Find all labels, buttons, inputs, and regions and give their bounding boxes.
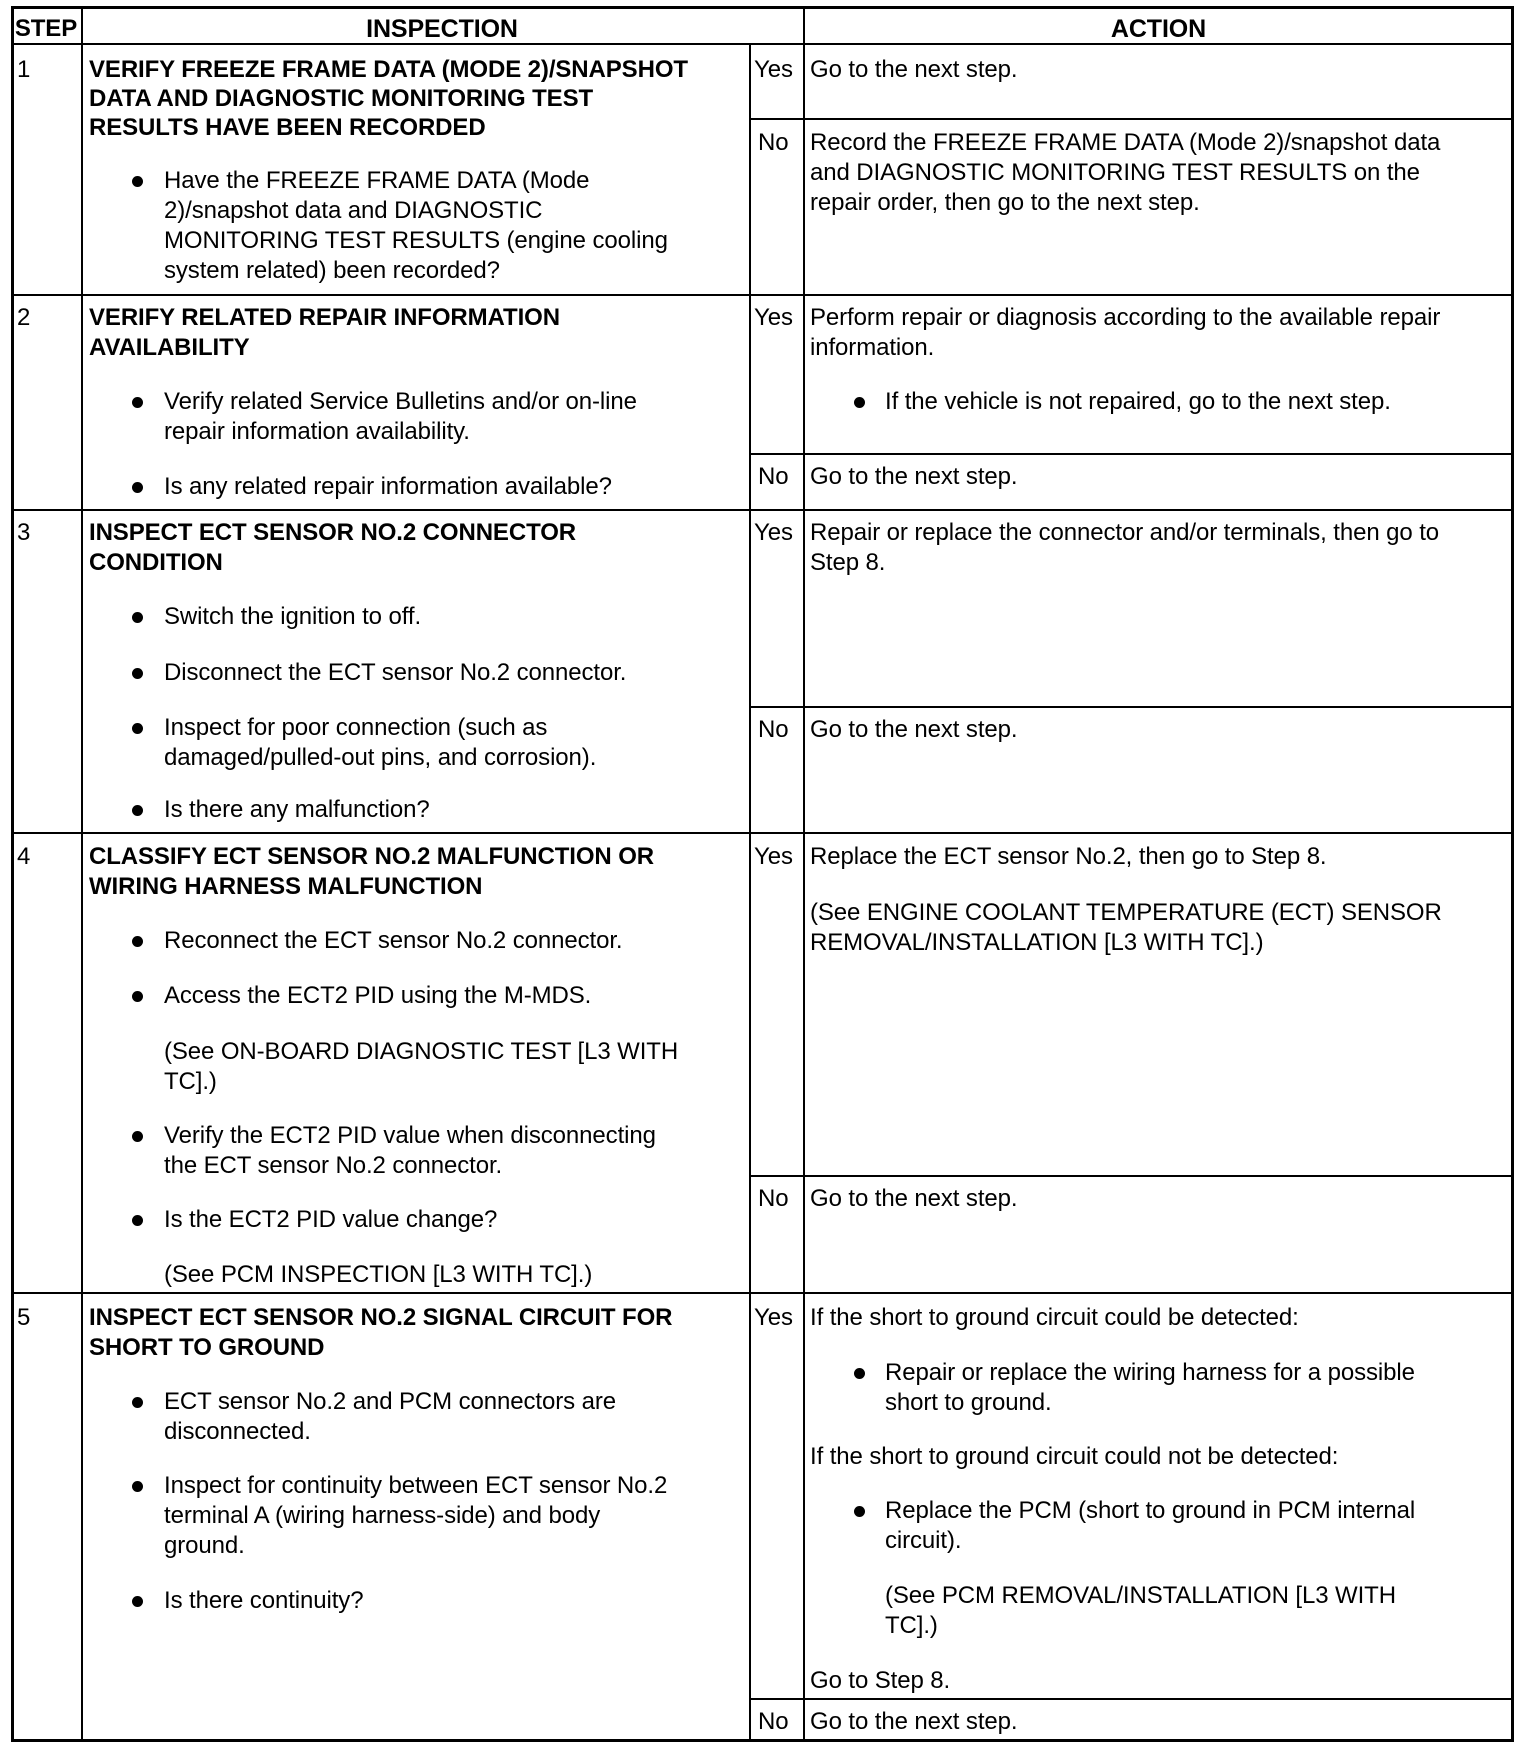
step-number: 1 (17, 56, 31, 83)
yesno-line-3 (749, 706, 1514, 708)
action-line: Go to Step 8. (810, 1667, 951, 1694)
bullet-icon (132, 805, 143, 816)
action-bullet-line: circuit). (885, 1527, 962, 1554)
see-reference-line: TC].) (885, 1612, 938, 1639)
inspection-item-line: Switch the ignition to off. (164, 603, 422, 630)
table-border-bottom (11, 1739, 1514, 1742)
inspection-item-line: Access the ECT2 PID using the M-MDS. (164, 982, 592, 1009)
no-label: No (758, 1708, 789, 1735)
action-line: Go to the next step. (810, 716, 1018, 743)
col-divider-yesno (749, 43, 751, 1742)
step-number: 4 (17, 843, 31, 870)
step-title-line: CONDITION (89, 549, 223, 576)
step-title-line: INSPECT ECT SENSOR NO.2 CONNECTOR (89, 519, 576, 546)
inspection-item-line: Disconnect the ECT sensor No.2 connector. (164, 659, 627, 686)
action-bullet-line: Repair or replace the wiring harness for a possible (885, 1359, 1415, 1386)
inspection-item-line: Verify related Service Bulletins and/or on-line (164, 388, 637, 415)
yesno-line-4 (749, 1175, 1514, 1177)
inspection-table (11, 6, 1514, 1742)
inspection-item-line: Reconnect the ECT sensor No.2 connector. (164, 927, 623, 954)
action-bullet-line: If the vehicle is not repaired, go to the next step. (885, 388, 1391, 415)
inspection-item-line: damaged/pulled-out pins, and corrosion). (164, 744, 597, 771)
row-line-2 (11, 509, 1514, 511)
action-line: Replace the ECT sensor No.2, then go to Step 8. (810, 843, 1327, 870)
see-reference-line: TC].) (164, 1068, 217, 1095)
inspection-item-line: Is the ECT2 PID value change? (164, 1206, 498, 1233)
header-inspection: INSPECTION (366, 15, 518, 43)
inspection-item-line: 2)/snapshot data and DIAGNOSTIC (164, 197, 543, 224)
see-reference-line: (See ENGINE COOLANT TEMPERATURE (ECT) SENSOR (810, 899, 1442, 926)
bullet-icon (854, 1368, 865, 1379)
header-action: ACTION (1110, 15, 1207, 43)
step-title-line: DATA AND DIAGNOSTIC MONITORING TEST (89, 85, 594, 112)
bullet-icon (132, 176, 143, 187)
action-line: Go to the next step. (810, 1185, 1018, 1212)
inspection-item-line: ECT sensor No.2 and PCM connectors are (164, 1388, 616, 1415)
no-label: No (758, 716, 789, 743)
bullet-icon (132, 668, 143, 679)
no-label: No (758, 463, 789, 490)
step-number: 2 (17, 304, 31, 331)
inspection-item-line: Have the FREEZE FRAME DATA (Mode (164, 167, 590, 194)
bullet-icon (132, 936, 143, 947)
yesno-line-5 (749, 1698, 1514, 1700)
yes-label: Yes (754, 519, 793, 546)
inspection-item-line: repair information availability. (164, 418, 470, 445)
yesno-line-1 (749, 118, 1514, 120)
inspection-item-line: Inspect for continuity between ECT sensor No.2 (164, 1472, 668, 1499)
action-line: Perform repair or diagnosis according to the available repair (810, 304, 1441, 331)
bullet-icon (132, 723, 143, 734)
action-line: If the short to ground circuit could not be detected: (810, 1443, 1339, 1470)
table-border-left (11, 6, 14, 1742)
action-bullet-line: short to ground. (885, 1389, 1052, 1416)
step-title-line: VERIFY FREEZE FRAME DATA (MODE 2)/SNAPSHOT (89, 56, 688, 83)
inspection-item-line: MONITORING TEST RESULTS (engine cooling (164, 227, 668, 254)
no-label: No (758, 129, 789, 156)
row-line-4 (11, 1292, 1514, 1294)
step-title-line: RESULTS HAVE BEEN RECORDED (89, 114, 486, 141)
inspection-item-line: Verify the ECT2 PID value when disconnecting (164, 1122, 656, 1149)
action-line: information. (810, 334, 935, 361)
bullet-icon (132, 1596, 143, 1607)
header-step: STEP (14, 15, 78, 42)
bullet-icon (132, 1215, 143, 1226)
inspection-item-line: terminal A (wiring harness-side) and body (164, 1502, 601, 1529)
step-number: 5 (17, 1304, 31, 1331)
see-reference-line: (See PCM REMOVAL/INSTALLATION [L3 WITH (885, 1582, 1396, 1609)
action-line: Go to the next step. (810, 463, 1018, 490)
step-title-line: AVAILABILITY (89, 334, 250, 361)
col-divider-action (803, 6, 805, 1742)
bullet-icon (854, 1506, 865, 1517)
col-divider-step (81, 6, 83, 1742)
inspection-item-line: disconnected. (164, 1418, 311, 1445)
inspection-item-line: system related) been recorded? (164, 257, 500, 284)
yes-label: Yes (754, 843, 793, 870)
bullet-icon (132, 482, 143, 493)
step-title-line: VERIFY RELATED REPAIR INFORMATION (89, 304, 560, 331)
bullet-icon (132, 1397, 143, 1408)
no-label: No (758, 1185, 789, 1212)
bullet-icon (132, 991, 143, 1002)
action-line: If the short to ground circuit could be detected: (810, 1304, 1299, 1331)
action-line: repair order, then go to the next step. (810, 189, 1200, 216)
action-line: Step 8. (810, 549, 886, 576)
row-line-1 (11, 294, 1514, 296)
bullet-icon (132, 1131, 143, 1142)
action-line: and DIAGNOSTIC MONITORING TEST RESULTS on the (810, 159, 1420, 186)
inspection-item-line: ground. (164, 1532, 245, 1559)
bullet-icon (854, 397, 865, 408)
bullet-icon (132, 1481, 143, 1492)
yesno-line-2 (749, 453, 1514, 455)
action-line: Go to the next step. (810, 56, 1018, 83)
action-line: Go to the next step. (810, 1708, 1018, 1735)
see-reference-line: (See ON-BOARD DIAGNOSTIC TEST [L3 WITH (164, 1038, 679, 1065)
step-title-line: SHORT TO GROUND (89, 1334, 325, 1361)
action-bullet-line: Replace the PCM (short to ground in PCM internal (885, 1497, 1416, 1524)
yes-label: Yes (754, 304, 793, 331)
table-border-top (11, 6, 1514, 9)
bullet-icon (132, 612, 143, 623)
yes-label: Yes (754, 56, 793, 83)
action-line: Repair or replace the connector and/or terminals, then go to (810, 519, 1440, 546)
step-title-line: INSPECT ECT SENSOR NO.2 SIGNAL CIRCUIT FOR (89, 1304, 673, 1331)
inspection-item-line: Is there continuity? (164, 1587, 364, 1614)
inspection-item-line: Is any related repair information available? (164, 473, 612, 500)
step-number: 3 (17, 519, 31, 546)
inspection-item-line: Inspect for poor connection (such as (164, 714, 548, 741)
inspection-item-line: the ECT sensor No.2 connector. (164, 1152, 503, 1179)
step-title-line: WIRING HARNESS MALFUNCTION (89, 873, 483, 900)
see-reference-line: (See PCM INSPECTION [L3 WITH TC].) (164, 1261, 593, 1288)
yes-label: Yes (754, 1304, 793, 1331)
see-reference-line: REMOVAL/INSTALLATION [L3 WITH TC].) (810, 929, 1264, 956)
action-line: Record the FREEZE FRAME DATA (Mode 2)/snapshot data (810, 129, 1441, 156)
row-line-3 (11, 832, 1514, 834)
step-title-line: CLASSIFY ECT SENSOR NO.2 MALFUNCTION OR (89, 843, 655, 870)
table-border-right (1511, 6, 1514, 1742)
inspection-item-line: Is there any malfunction? (164, 796, 430, 823)
bullet-icon (132, 397, 143, 408)
